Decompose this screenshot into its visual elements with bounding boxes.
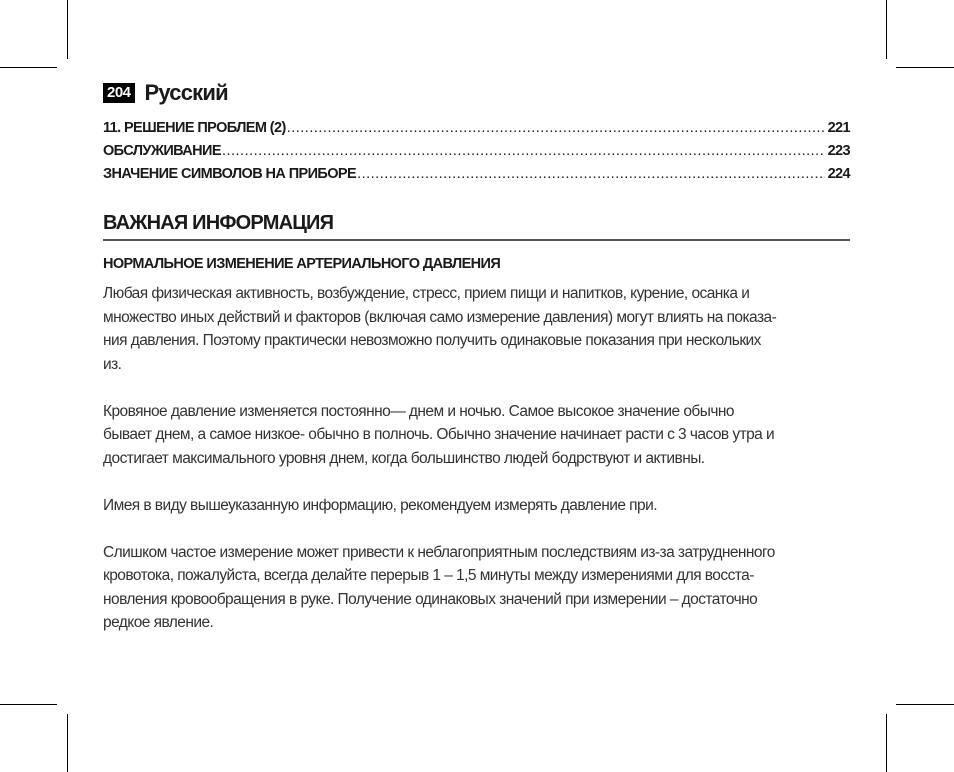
paragraph: [103, 494, 853, 518]
text-line: редкое явление.: [103, 614, 214, 631]
body-text: [103, 282, 853, 658]
text-line: из.: [103, 355, 122, 373]
crop-mark-bottom-right-vertical: [886, 714, 887, 772]
toc-leader-dots: [357, 166, 825, 182]
toc-entry-label: 11. РЕШЕНИЕ ПРОБЛЕМ (2): [103, 120, 286, 136]
crop-mark-top-left-vertical: [67, 0, 68, 59]
toc-entry[interactable]: [103, 143, 850, 166]
paragraph: [103, 282, 853, 376]
crop-mark-bottom-left-vertical: [67, 714, 68, 772]
subsection-title: НОРМАЛЬНОЕ ИЗМЕНЕНИЕ АРТЕРИАЛЬНОГО ДАВЛЕНИЯ: [103, 256, 501, 272]
crop-mark-bottom-right-horizontal: [896, 704, 954, 705]
text-line: достигает максимального уровня днем, когда большинство людей бодрствуют и активны.: [103, 449, 705, 467]
page-header: [103, 80, 228, 106]
table-of-contents: [103, 120, 850, 189]
text-line: Любая физическая активность, возбуждение, стресс, прием пищи и напитков, курение, осанка и: [103, 285, 750, 302]
crop-mark-top-left-horizontal: [0, 67, 57, 68]
section-title: ВАЖНАЯ ИНФОРМАЦИЯ: [103, 212, 850, 241]
paragraph: [103, 400, 853, 471]
text-line: множество иных действий и факторов (включая само измерение давления) могут влиять на показа-: [103, 308, 777, 326]
text-line: Слишком частое измерение может привести к неблагоприятным последствиям из-за затрудненного: [103, 543, 775, 561]
toc-entry-label: ОБСЛУЖИВАНИЕ: [103, 143, 221, 159]
language-title: Русский: [144, 80, 228, 105]
text-line: новления кровообращения в руке. Получение одинаковых значений при измерении – достаточно: [103, 590, 758, 608]
toc-entry-page: 223: [827, 143, 850, 159]
toc-entry[interactable]: [103, 120, 850, 143]
text-line: Имея в виду вышеуказанную информацию, рекомендуем измерять давление при.: [103, 496, 657, 514]
text-line: кровотока, пожалуйста, всегда делайте перерыв 1 – 1,5 минуты между измерениями для восста-: [103, 567, 754, 584]
text-line: бывает днем, а самое низкое- обычно в полночь. Обычно значение начинает расти с 3 часов утра и: [103, 426, 775, 443]
toc-entry-label: ЗНАЧЕНИЕ СИМВОЛОВ НА ПРИБОРЕ: [103, 166, 357, 182]
paragraph: [103, 541, 853, 635]
crop-mark-top-right-vertical: [886, 0, 887, 59]
text-line: ния давления. Поэтому практически невозможно получить одинаковые показания при нескольких: [103, 332, 761, 349]
toc-entry-page: 221: [827, 120, 850, 136]
crop-mark-bottom-left-horizontal: [0, 704, 57, 705]
text-line: Кровяное давление изменяется постоянно— днем и ночью. Самое высокое значение обычно: [103, 402, 734, 420]
page-number-badge: 204: [103, 83, 135, 103]
toc-entry[interactable]: [103, 166, 850, 189]
crop-mark-top-right-horizontal: [896, 67, 954, 68]
toc-leader-dots: [222, 143, 825, 159]
toc-entry-page: 224: [827, 166, 850, 182]
toc-leader-dots: [287, 120, 825, 136]
